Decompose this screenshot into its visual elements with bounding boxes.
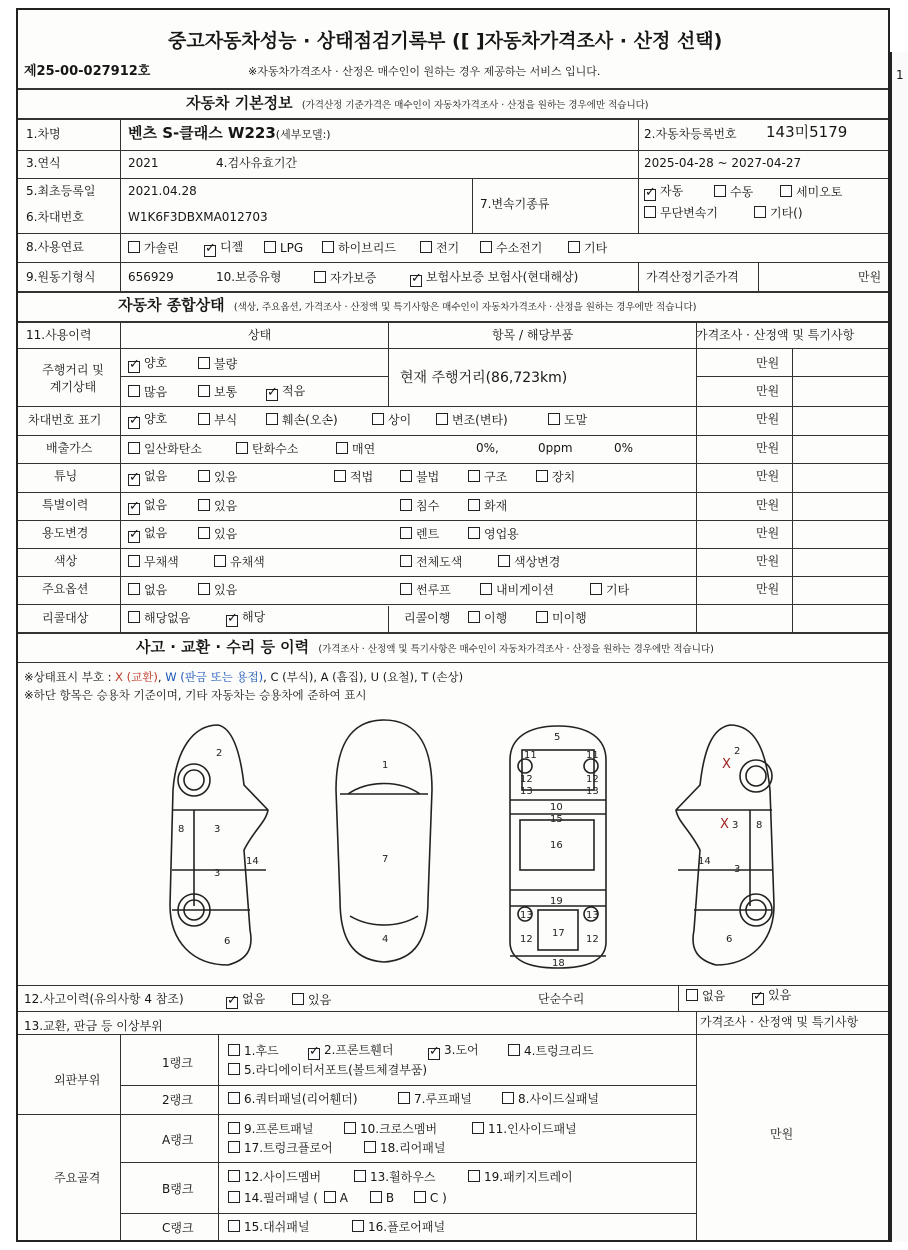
checkbox [400,470,412,482]
special-history-flood: 침수 [400,499,439,512]
diagram-label: 7 [382,854,389,865]
fuel-gasoline: 가솔린 [128,241,179,254]
checkbox [352,1220,364,1232]
checkbox [568,241,580,253]
transmission-manual: 수동 [714,185,753,198]
checkbox-checked [428,1048,440,1060]
document-title: 중고자동차성능 · 상태점검기록부 ([ ]자동차가격조사 · 산정 선택) [168,30,723,52]
part-side-member: 12.사이드멤버 [228,1170,321,1183]
odometer-label: 주행거리 및 계기상태 [42,363,104,394]
diagram-label: 1 [382,760,389,771]
checkbox-checked [644,189,656,201]
inspection-record-sheet [16,8,890,1242]
part-quarter-panel: 6.쿼터패널(리어휀더) [228,1092,358,1105]
diagram-label: 15 [550,814,563,825]
part-trunk-lid: 4.트렁크리드 [508,1044,593,1057]
accident-history-none: ✓ 없음 [226,993,265,1009]
checkbox-checked [308,1048,320,1060]
checkbox-checked [226,997,238,1009]
diagram-label: 12 [520,774,533,785]
diagram-label: 3 [732,820,739,831]
diagram-label: 8 [756,820,763,831]
accident-section-title: 사고 · 교환 · 수리 등 이력 (가격조사 · 산정액 및 특기사항은 매수인이 자동차가격조사 · 산정을 원하는 경우에만 적습니다) [136,638,714,656]
tuning-none: ✓ 없음 [128,470,167,486]
price-basis-unit: 만원 [858,270,882,284]
fuel-label: 8.사용연료 [26,240,84,254]
exchange-mark: X [722,757,731,772]
purpose-change-price-unit: 만원 [756,526,780,540]
inspection-validity-label: 4.검사유효기간 [216,156,298,170]
transmission-semiauto: 세미오토 [780,185,842,198]
checkbox [364,1141,376,1153]
transmission-other: 기타() [754,206,803,219]
checkbox [780,185,792,197]
special-history-price-unit: 만원 [756,498,780,512]
vin-marking-damaged: 훼손(오손) [266,413,338,426]
registration-number: 143미5179 [766,123,848,141]
emission-price-unit: 만원 [756,441,780,455]
emission-co-value: 0%, [476,441,499,455]
price-basis-label: 가격산정기준가격 [646,270,739,284]
part-cross-member: 10.크로스멤버 [344,1122,437,1135]
vin: W1K6F3DBXMA012703 [128,210,268,224]
color-price-unit: 만원 [756,554,780,568]
recall-not-applicable: 해당없음 [128,611,190,624]
checkbox [400,499,412,511]
diagram-label: 11 [524,750,537,761]
main-options-price-unit: 만원 [756,582,780,596]
checkbox-checked [128,417,140,429]
checkbox-checked [410,275,422,287]
diagram-notice: ※하단 항목은 승용차 기준이며, 기타 자동차는 승용차에 준하여 표시 [24,688,367,702]
exchange-mark: X [720,817,729,832]
car-diagrams [18,710,888,980]
fuel-lpg: LPG [264,241,303,254]
diagram-label: 12 [586,774,599,785]
checkbox-checked [266,389,278,401]
checkbox [228,1141,240,1153]
checkbox [714,185,726,197]
tuning-structure: 구조 [468,470,507,483]
special-history-exists: 있음 [198,499,237,512]
document-number: 제25-00-027912호 [24,64,151,79]
recall-not-done: 미이행 [536,611,587,624]
odometer-price-unit-2: 만원 [756,384,780,398]
transmission-auto: ✓자동 [644,185,683,201]
tuning-price-unit: 만원 [756,469,780,483]
checkbox [686,989,698,1001]
purpose-change-rental: 렌트 [400,527,439,540]
diagram-label: 14 [246,856,259,867]
diagram-label: 3 [214,824,221,835]
emission-co: 일산화탄소 [128,442,202,455]
current-mileage: 현재 주행거리(86,723km) [400,370,568,386]
checkbox [128,241,140,253]
diagram-label: 3 [214,868,221,879]
diagram-label: 14 [698,856,711,867]
main-frame-label: 주요골격 [54,1171,101,1185]
adjacent-page-number: 1 [896,68,904,82]
purpose-change-exists: 있음 [198,527,237,540]
car-name: 벤츠 S-클래스 W223(세부모델:) [128,124,331,142]
odometer-bad: 불량 [198,357,237,370]
first-registration-date: 2021.04.28 [128,184,197,198]
diagram-label: 4 [382,934,389,945]
recall-done-label: 리콜이행 [404,611,451,625]
inspection-validity: 2025-04-28 ~ 2027-04-27 [644,156,802,170]
purpose-change-label: 용도변경 [42,526,89,540]
diagram-label: 8 [178,824,185,835]
checkbox [344,1122,356,1134]
fuel-hydrogen: 수소전기 [480,241,542,254]
checkbox [536,470,548,482]
part-dash-panel: 15.대쉬패널 [228,1220,309,1233]
special-history-none: ✓ 없음 [128,499,167,515]
mileage-low: ✓ 적음 [266,385,305,401]
checkbox [502,1092,514,1104]
checkbox [128,611,140,623]
model-year: 2021 [128,156,159,170]
outer-panel-label: 외판부위 [54,1073,101,1087]
checkbox [436,413,448,425]
checkbox [264,241,276,253]
part-floor-panel: 16.플로어패널 [352,1220,445,1233]
checkbox [370,1191,382,1203]
rank1-label: 1랭크 [162,1056,193,1070]
fuel-hybrid: 하이브리드 [322,241,396,254]
transmission-cvt: 무단변속기 [644,206,718,219]
checkbox [334,470,346,482]
main-options-none: 없음 [128,583,167,596]
usage-history-header: 11.사용이력 [26,328,92,342]
checkbox [266,413,278,425]
special-history-label: 특별이력 [42,498,89,512]
checkbox [536,611,548,623]
checkbox [324,1191,336,1203]
checkbox-checked [128,531,140,543]
checkbox [198,499,210,511]
checkbox [400,527,412,539]
checkbox [228,1191,240,1203]
warranty-insurer: ✓ 보험사보증 보험사(현대해상) [410,271,578,287]
state-header: 상태 [248,328,272,342]
simple-repair-label: 단순수리 [538,992,585,1006]
abnormal-parts-label: 13.교환, 판금 등 이상부위 [24,1019,163,1033]
abnormal-parts-price-unit: 만원 [770,1127,794,1141]
checkbox [314,271,326,283]
emission-smoke: 매연 [336,442,375,455]
part-package-tray: 19.패키지트레이 [468,1170,573,1183]
emission-label: 배출가스 [46,441,93,455]
checkbox-checked [128,361,140,373]
top-view [336,720,432,962]
checkbox [228,1220,240,1232]
rank2-label: 2랭크 [162,1093,193,1107]
vin-marking-label: 차대번호 표기 [28,413,102,427]
checkbox [228,1063,240,1075]
tuning-device: 장치 [536,470,575,483]
checkbox [354,1170,366,1182]
checkbox [372,413,384,425]
checkbox [754,206,766,218]
rankC-label: C랭크 [162,1221,194,1235]
checkbox [414,1191,426,1203]
checkbox [498,555,510,567]
part-inside-panel: 11.인사이드패널 [472,1122,577,1135]
accident-history-label: 12.사고이력(유의사항 4 참조) [24,992,184,1006]
vin-marking-smeared: 도말 [548,413,587,426]
checkbox [322,241,334,253]
part-front-fender: ✓ 2.프론트휀더 [308,1044,393,1060]
checkbox [508,1044,520,1056]
vin-marking-price-unit: 만원 [756,412,780,426]
checkbox [236,442,248,454]
warranty-label: 10.보증유형 [216,270,282,284]
checkbox [228,1122,240,1134]
checkbox [214,555,226,567]
diagram-label: 6 [224,936,231,947]
simple-repair-exists: ✓ 있음 [752,989,791,1005]
diagram-label: 13 [520,786,533,797]
mileage-normal: 보통 [198,385,237,398]
status-symbol-legend: ※상태표시 부호 : X (교환), W (판금 또는 용접), C (부식), A (흠집), U (요철), T (손상) [24,670,464,684]
checkbox [198,385,210,397]
price-header: 가격조사 · 산정액 및 특기사항 [696,328,855,342]
checkbox-checked [128,503,140,515]
checkbox [128,442,140,454]
diagram-label: 5 [554,732,561,743]
option-other: 기타 [590,583,629,596]
recall-applicable: ✓ 해당 [226,611,265,627]
checkbox [336,442,348,454]
rankB-label: B랭크 [162,1182,194,1196]
diagram-label: 2 [734,746,741,757]
abnormal-price-header: 가격조사 · 산정액 및 특기사항 [700,1015,859,1029]
color-achromatic: 무채색 [128,555,179,568]
rankA-label: A랭크 [162,1133,194,1147]
warranty-self: 자가보증 [314,271,376,284]
checkbox [292,993,304,1005]
fuel-electric: 전기 [420,241,459,254]
emission-hc: 탄화수소 [236,442,298,455]
checkbox [128,385,140,397]
recall-done: 이행 [468,611,507,624]
checkbox [198,357,210,369]
first-registration-label: 5.최초등록일 [26,184,96,198]
checkbox [228,1092,240,1104]
checkbox [644,206,656,218]
part-rear-panel: 18.리어패널 [364,1141,445,1154]
fuel-diesel: ✓ 디젤 [204,241,243,257]
part-trunk-floor: 17.트렁크플로어 [228,1141,333,1154]
vin-marking-altered: 변조(변타) [436,413,508,426]
simple-repair-none: 없음 [686,989,725,1002]
main-options-label: 주요옵션 [42,582,89,596]
checkbox-checked [226,615,238,627]
checkbox [400,555,412,567]
part-wheel-house: 13.휠하우스 [354,1170,435,1183]
tuning-legal: 적법 [334,470,373,483]
option-navigation: 내비게이션 [480,583,554,596]
main-options-exists: 있음 [198,583,237,596]
checkbox [468,499,480,511]
checkbox [548,413,560,425]
fuel-other: 기타 [568,241,607,254]
checkbox [590,583,602,595]
checkbox [198,583,210,595]
diagram-label: 13 [520,910,533,921]
checkbox [480,241,492,253]
vin-marking-good: ✓ 양호 [128,413,167,429]
vin-marking-different: 상이 [372,413,411,426]
odometer-price-unit-1: 만원 [756,356,780,370]
accident-history-exists: 있음 [292,993,331,1006]
service-notice: ※자동차가격조사 · 산정은 매수인이 원하는 경우 제공하는 서비스 입니다. [248,65,601,78]
part-pillar-panel: 14.필러패널 ( A B C ) [228,1191,447,1204]
diagram-label: 18 [552,958,565,969]
tuning-exists: 있음 [198,470,237,483]
checkbox-checked [204,245,216,257]
recall-label: 리콜대상 [42,611,89,625]
checkbox [228,1170,240,1182]
diagram-label: 3 [734,864,741,875]
diagram-label: 10 [550,802,563,813]
option-sunroof: 썬루프 [400,583,451,596]
part-door: ✓ 3.도어 [428,1044,479,1060]
diagram-label: 17 [552,928,565,939]
checkbox [480,583,492,595]
car-name-label: 1.차명 [26,127,61,141]
part-side-sill-panel: 8.사이드실패널 [502,1092,599,1105]
checkbox [420,241,432,253]
purpose-change-none: ✓ 없음 [128,527,167,543]
checkbox [468,470,480,482]
engine-type: 656929 [128,270,174,284]
checkbox [400,583,412,595]
odometer-good: ✓양호 [128,357,167,373]
checkbox-checked [752,993,764,1005]
color-full-paint: 전체도색 [400,555,462,568]
checkbox-checked [128,474,140,486]
diagram-label: 12 [520,934,533,945]
transmission-label: 7.변속기종류 [480,197,550,211]
vin-label: 6.차대번호 [26,210,84,224]
color-chromatic: 유채색 [214,555,265,568]
basic-info-section-title: 자동차 기본정보 (가격산정 기준가격은 매수인이 자동차가격조사 · 산정을 원하는 경우에만 적습니다) [186,94,649,112]
checkbox [472,1122,484,1134]
diagram-label: 16 [550,840,563,851]
purpose-change-commercial: 영업용 [468,527,519,540]
checkbox [228,1044,240,1056]
checkbox [128,555,140,567]
diagram-label: 13 [586,910,599,921]
tuning-label: 튜닝 [54,469,78,483]
diagram-label: 2 [216,748,223,759]
item-header: 항목 / 해당부품 [492,328,574,342]
general-state-section-title: 자동차 종합상태 (색상, 주요옵션, 가격조사 · 산정액 및 특기사항은 매수인이 자동차가격조사 · 산정을 원하는 경우에만 적습니다) [118,296,697,314]
registration-number-label: 2.자동차등록번호 [644,127,737,141]
emission-hc-value: 0ppm [538,441,573,455]
part-radiator-support: 5.라디에이터서포트(볼트체결부품) [228,1063,427,1076]
checkbox [198,470,210,482]
special-history-fire: 화재 [468,499,507,512]
diagram-label: 6 [726,934,733,945]
checkbox [468,527,480,539]
part-front-panel: 9.프론트패널 [228,1122,313,1135]
vin-marking-corroded: 부식 [198,413,237,426]
emission-smoke-value: 0% [614,441,634,455]
color-label: 색상 [54,554,78,568]
diagram-label: 19 [550,896,563,907]
diagram-label: 11 [586,750,599,761]
diagram-label: 12 [586,934,599,945]
model-year-label: 3.연식 [26,156,61,170]
diagram-label: 13 [586,786,599,797]
checkbox [198,413,210,425]
engine-type-label: 9.원동기형식 [26,270,96,284]
checkbox [468,1170,480,1182]
tuning-illegal: 불법 [400,470,439,483]
checkbox [468,611,480,623]
checkbox [198,527,210,539]
mileage-high: 많음 [128,385,167,398]
part-roof-panel: 7.루프패널 [398,1092,472,1105]
color-changed: 색상변경 [498,555,560,568]
checkbox [128,583,140,595]
part-hood: 1.후드 [228,1044,279,1057]
checkbox [398,1092,410,1104]
adjacent-page-edge [890,52,908,1242]
left-side-view [170,725,268,965]
